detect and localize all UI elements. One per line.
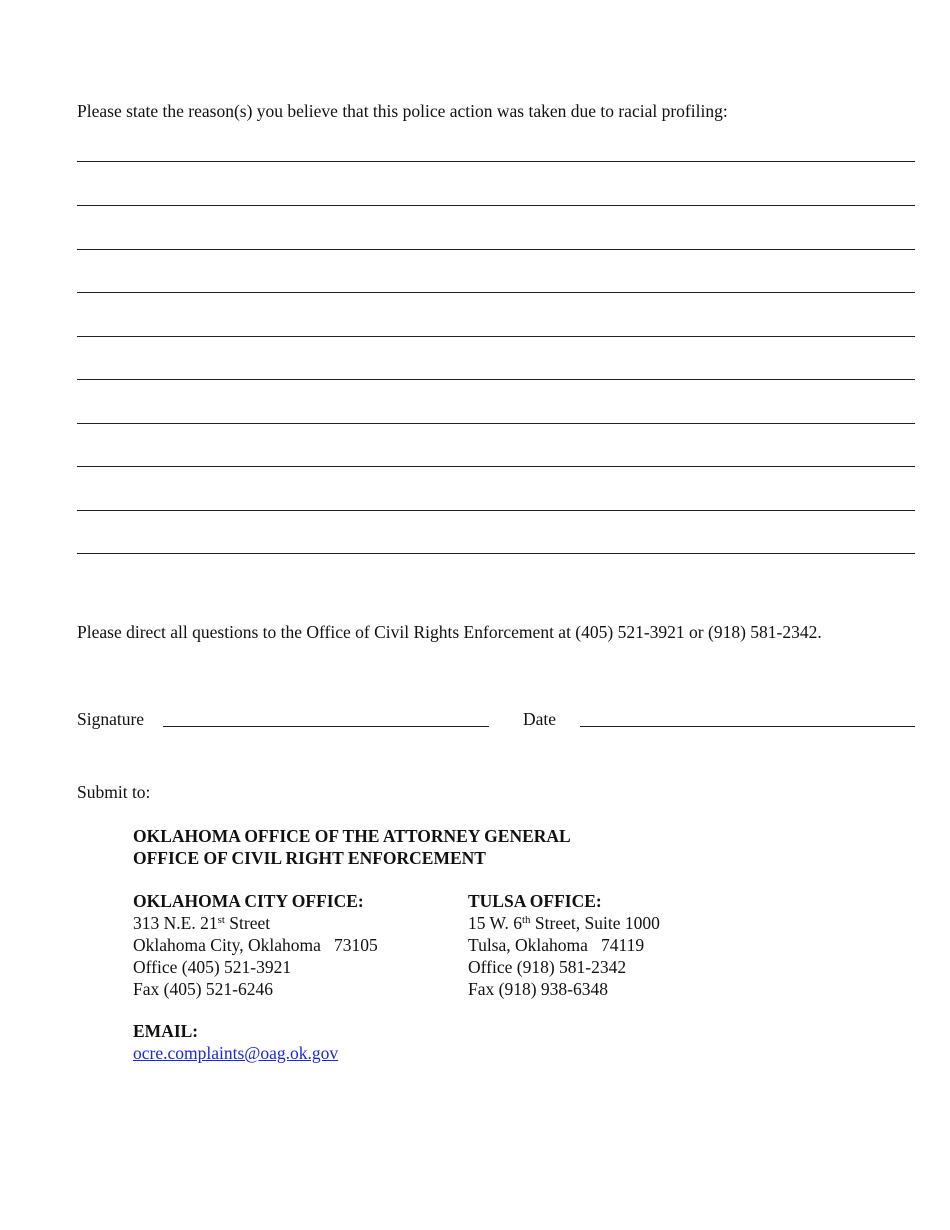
okc-office-fax: Fax (405) 521-6246 xyxy=(133,979,273,999)
email-link[interactable]: ocre.complaints@oag.ok.gov xyxy=(133,1043,339,1063)
okc-office-heading: OKLAHOMA CITY OFFICE: xyxy=(133,891,364,911)
questions-note: Please direct all questions to the Office of Civil Rights Enforcement at (405) 521-3921 or (918) 581-2342. xyxy=(77,622,822,642)
agency-office-name: OFFICE OF CIVIL RIGHT ENFORCEMENT xyxy=(133,848,486,868)
okc-office-street: 313 N.E. 21st Street xyxy=(133,913,271,933)
answer-line-4[interactable] xyxy=(77,292,915,293)
reason-prompt: Please state the reason(s) you believe that this police action was taken due to racial profiling: xyxy=(77,101,728,121)
tulsa-office-phone: Office (918) 581-2342 xyxy=(468,957,627,977)
answer-line-6[interactable] xyxy=(77,379,915,380)
tulsa-office-street: 15 W. 6th Street, Suite 1000 xyxy=(468,913,660,933)
answer-line-9[interactable] xyxy=(77,510,915,511)
answer-line-7[interactable] xyxy=(77,423,915,424)
signature-line[interactable] xyxy=(163,726,489,727)
tulsa-office-block xyxy=(468,890,660,1000)
okc-office-city: Oklahoma City, Oklahoma 73105 xyxy=(133,935,378,955)
tulsa-office-heading: TULSA OFFICE: xyxy=(468,891,602,911)
date-label: Date xyxy=(523,709,557,729)
submit-label: Submit to: xyxy=(77,782,151,802)
date-line[interactable] xyxy=(580,726,915,727)
tulsa-office-city: Tulsa, Oklahoma 74119 xyxy=(468,935,645,955)
answer-line-10[interactable] xyxy=(77,553,915,554)
email-block xyxy=(133,1020,338,1064)
answer-line-3[interactable] xyxy=(77,249,915,250)
signature-label: Signature xyxy=(77,709,145,729)
agency-heading xyxy=(133,825,571,869)
answer-line-1[interactable] xyxy=(77,161,915,162)
okc-office-block xyxy=(133,890,378,1000)
agency-name: OKLAHOMA OFFICE OF THE ATTORNEY GENERAL xyxy=(133,826,571,846)
tulsa-office-fax: Fax (918) 938-6348 xyxy=(468,979,608,999)
email-heading: EMAIL: xyxy=(133,1021,199,1041)
answer-line-8[interactable] xyxy=(77,466,915,467)
answer-line-5[interactable] xyxy=(77,336,915,337)
okc-office-phone: Office (405) 521-3921 xyxy=(133,957,292,977)
answer-line-2[interactable] xyxy=(77,205,915,206)
